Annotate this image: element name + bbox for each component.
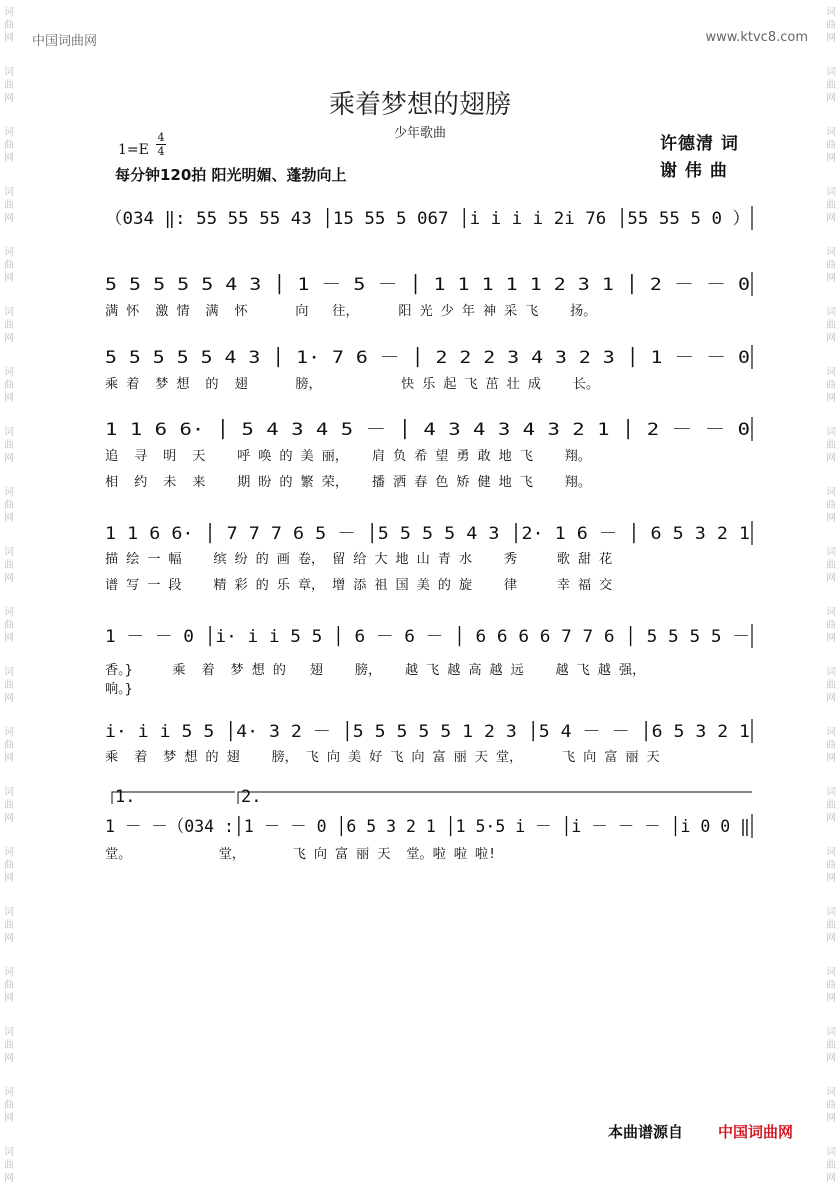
notation-text: 1 － － 0 │i· i i 5 5 │ 6 － 6 － │ 6 6 6 6 7 7 6 │ 5 5 5 5 － <box>105 627 723 647</box>
watermark-text: 词 曲 网 <box>4 187 14 224</box>
watermark-text: 词 曲 网 <box>4 907 14 944</box>
watermark-text: 词 曲 网 <box>4 547 14 584</box>
watermark-text: 词 曲 网 <box>826 367 836 404</box>
watermark-text: 词 曲 网 <box>826 427 836 464</box>
right-watermark-strip <box>822 0 840 1184</box>
notation-row <box>0 268 840 298</box>
watermark-text: 词 曲 网 <box>826 7 836 44</box>
song-title: 乘着梦想的翅膀 <box>328 90 511 120</box>
watermark-text: 词 曲 网 <box>826 1087 836 1124</box>
source-label: 本曲谱源自 <box>608 1123 684 1141</box>
volta-label: 2. <box>241 787 262 807</box>
watermark-text: 词 曲 网 <box>826 967 836 1004</box>
left-watermark-strip <box>0 0 18 1184</box>
watermark-text: 词 曲 网 <box>826 547 836 584</box>
notation-row <box>0 517 840 547</box>
watermark-text: 词 曲 网 <box>4 247 14 284</box>
watermark-text: 词 曲 网 <box>826 907 836 944</box>
notation-row <box>0 341 840 371</box>
lyric-line: 追 寻 明 天 呼 唤 的 美 丽， 肩 负 希 望 勇 敢 地 飞 翔。 <box>105 449 592 464</box>
watermark-text: 词 曲 网 <box>4 1147 14 1184</box>
site-name-header: 中国词曲网 <box>32 34 98 49</box>
watermark-text: 词 曲 网 <box>826 667 836 704</box>
notation-text: 5 5 5 5 5 4 3 │ 1· 7 6 － │ 2 2 2 3 4 3 2 3 │ 1 － － 0 <box>105 348 658 368</box>
source-brand: 中国词曲网 <box>718 1123 794 1141</box>
notation-text: 1 － －（034 :│1 － － 0 │6 5 3 2 1 │1 5·5 i － │i － － － │i 0 0 ‖ <box>105 817 770 837</box>
time-signature <box>155 131 167 158</box>
lyric-line: 描 绘 一 幅 缤 纷 的 画 卷， 留 给 大 地 山 青 水 秀 歌 甜 花 <box>105 552 613 567</box>
watermark-text: 词 曲 网 <box>826 127 836 164</box>
watermark-text: 词 曲 网 <box>4 7 14 44</box>
notation-text: 1 1 6 6· │ 7 7 7 6 5 － │5 5 5 5 4 3 │2· 1 6 － │ 6 5 3 2 1 <box>105 524 702 544</box>
watermark-text: 词 曲 网 <box>826 247 836 284</box>
lyric-line: 相 约 未 来 期 盼 的 繁 荣， 播 洒 春 色 矫 健 地 飞 翔。 <box>105 475 592 490</box>
watermark-text: 词 曲 网 <box>4 1027 14 1064</box>
watermark-text: 词 曲 网 <box>826 847 836 884</box>
lyric-line: 堂。 堂， 飞 向 富 丽 天 堂。啦 啦 啦! <box>105 847 497 862</box>
notation-row <box>0 715 840 745</box>
lyric-line: 谱 写 一 段 精 彩 的 乐 章， 增 添 祖 国 美 的 旋 律 幸 福 交 <box>105 578 613 593</box>
watermark-text: 词 曲 网 <box>4 427 14 464</box>
watermark-text: 词 曲 网 <box>4 67 14 104</box>
watermark-text: 词 曲 网 <box>826 67 836 104</box>
watermark-text: 词 曲 网 <box>4 307 14 344</box>
watermark-text: 词 曲 网 <box>826 1147 836 1184</box>
notation-row <box>0 620 840 650</box>
lyric-line: 满 怀 激 情 满 怀 向 往， 阳 光 少 年 神 采 飞 扬。 <box>105 304 597 319</box>
watermark-text: 词 曲 网 <box>4 607 14 644</box>
watermark-text: 词 曲 网 <box>826 1027 836 1064</box>
watermark-text: 词 曲 网 <box>826 187 836 224</box>
tempo-mood: 每分钟120拍 阳光明媚、蓬勃向上 <box>115 166 347 184</box>
watermark-text: 词 曲 网 <box>826 607 836 644</box>
watermark-text: 词 曲 网 <box>4 967 14 1004</box>
notation-text: 5 5 5 5 5 4 3 │ 1 － 5 － │ 1 1 1 1 1 2 3 1 │ 2 － － 0 <box>105 275 655 295</box>
watermark-text: 词 曲 网 <box>826 307 836 344</box>
time-signature-top: 4 <box>157 131 165 144</box>
key-signature: 1=E <box>118 142 149 158</box>
notation-text: （034 ‖: 55 55 55 43 │15 55 5 067 │i i i i 2i 76 │55 55 5 0 ） <box>105 209 733 229</box>
volta-label: 1. <box>115 787 136 807</box>
watermark-text: 词 曲 网 <box>4 847 14 884</box>
notation-row <box>0 202 840 232</box>
notation-text: 1 1 6 6· │ 5 4 3 4 5 － │ 4 3 4 3 4 3 2 1 │ 2 － － 0 <box>105 420 638 440</box>
lyricist-credit: 许德清 词 <box>660 134 739 154</box>
watermark-text: 词 曲 网 <box>4 667 14 704</box>
lyric-line: 香。} 乘 着 梦 想 的 翅 膀， 越 飞 越 高 越 远 越 飞 越 强， <box>105 663 646 678</box>
lyric-line: 乘 着 梦 想 的 翅 膀， 快 乐 起 飞 茁 壮 成 长。 <box>105 377 600 392</box>
lyric-line: 响。} <box>105 682 133 697</box>
lyric-line: 乘 着 梦 想 的 翅 膀， 飞 向 美 好 飞 向 富 丽 天 堂， 飞 向 富 丽 天 <box>105 750 660 765</box>
volta-line <box>238 792 752 804</box>
notation-row <box>0 413 840 443</box>
watermark-text: 词 曲 网 <box>4 127 14 164</box>
watermark-text: 词 曲 网 <box>4 1087 14 1124</box>
watermark-text: 词 曲 网 <box>826 727 836 764</box>
watermark-text: 词 曲 网 <box>826 787 836 824</box>
watermark-text: 词 曲 网 <box>4 487 14 524</box>
notation-text: i· i i 5 5 │4· 3 2 － │5 5 5 5 5 1 2 3 │5 4 － － │6 5 3 2 1 <box>105 722 709 742</box>
watermark-text: 词 曲 网 <box>826 487 836 524</box>
site-url-header: www.ktvc8.com <box>705 30 808 45</box>
composer-credit: 谢 伟 曲 <box>660 161 728 181</box>
time-signature-bottom: 4 <box>157 145 165 158</box>
volta-brackets <box>0 787 840 820</box>
song-genre: 少年歌曲 <box>393 126 446 141</box>
watermark-text: 词 曲 网 <box>4 727 14 764</box>
watermark-text: 词 曲 网 <box>4 787 14 824</box>
watermark-text: 词 曲 网 <box>4 367 14 404</box>
